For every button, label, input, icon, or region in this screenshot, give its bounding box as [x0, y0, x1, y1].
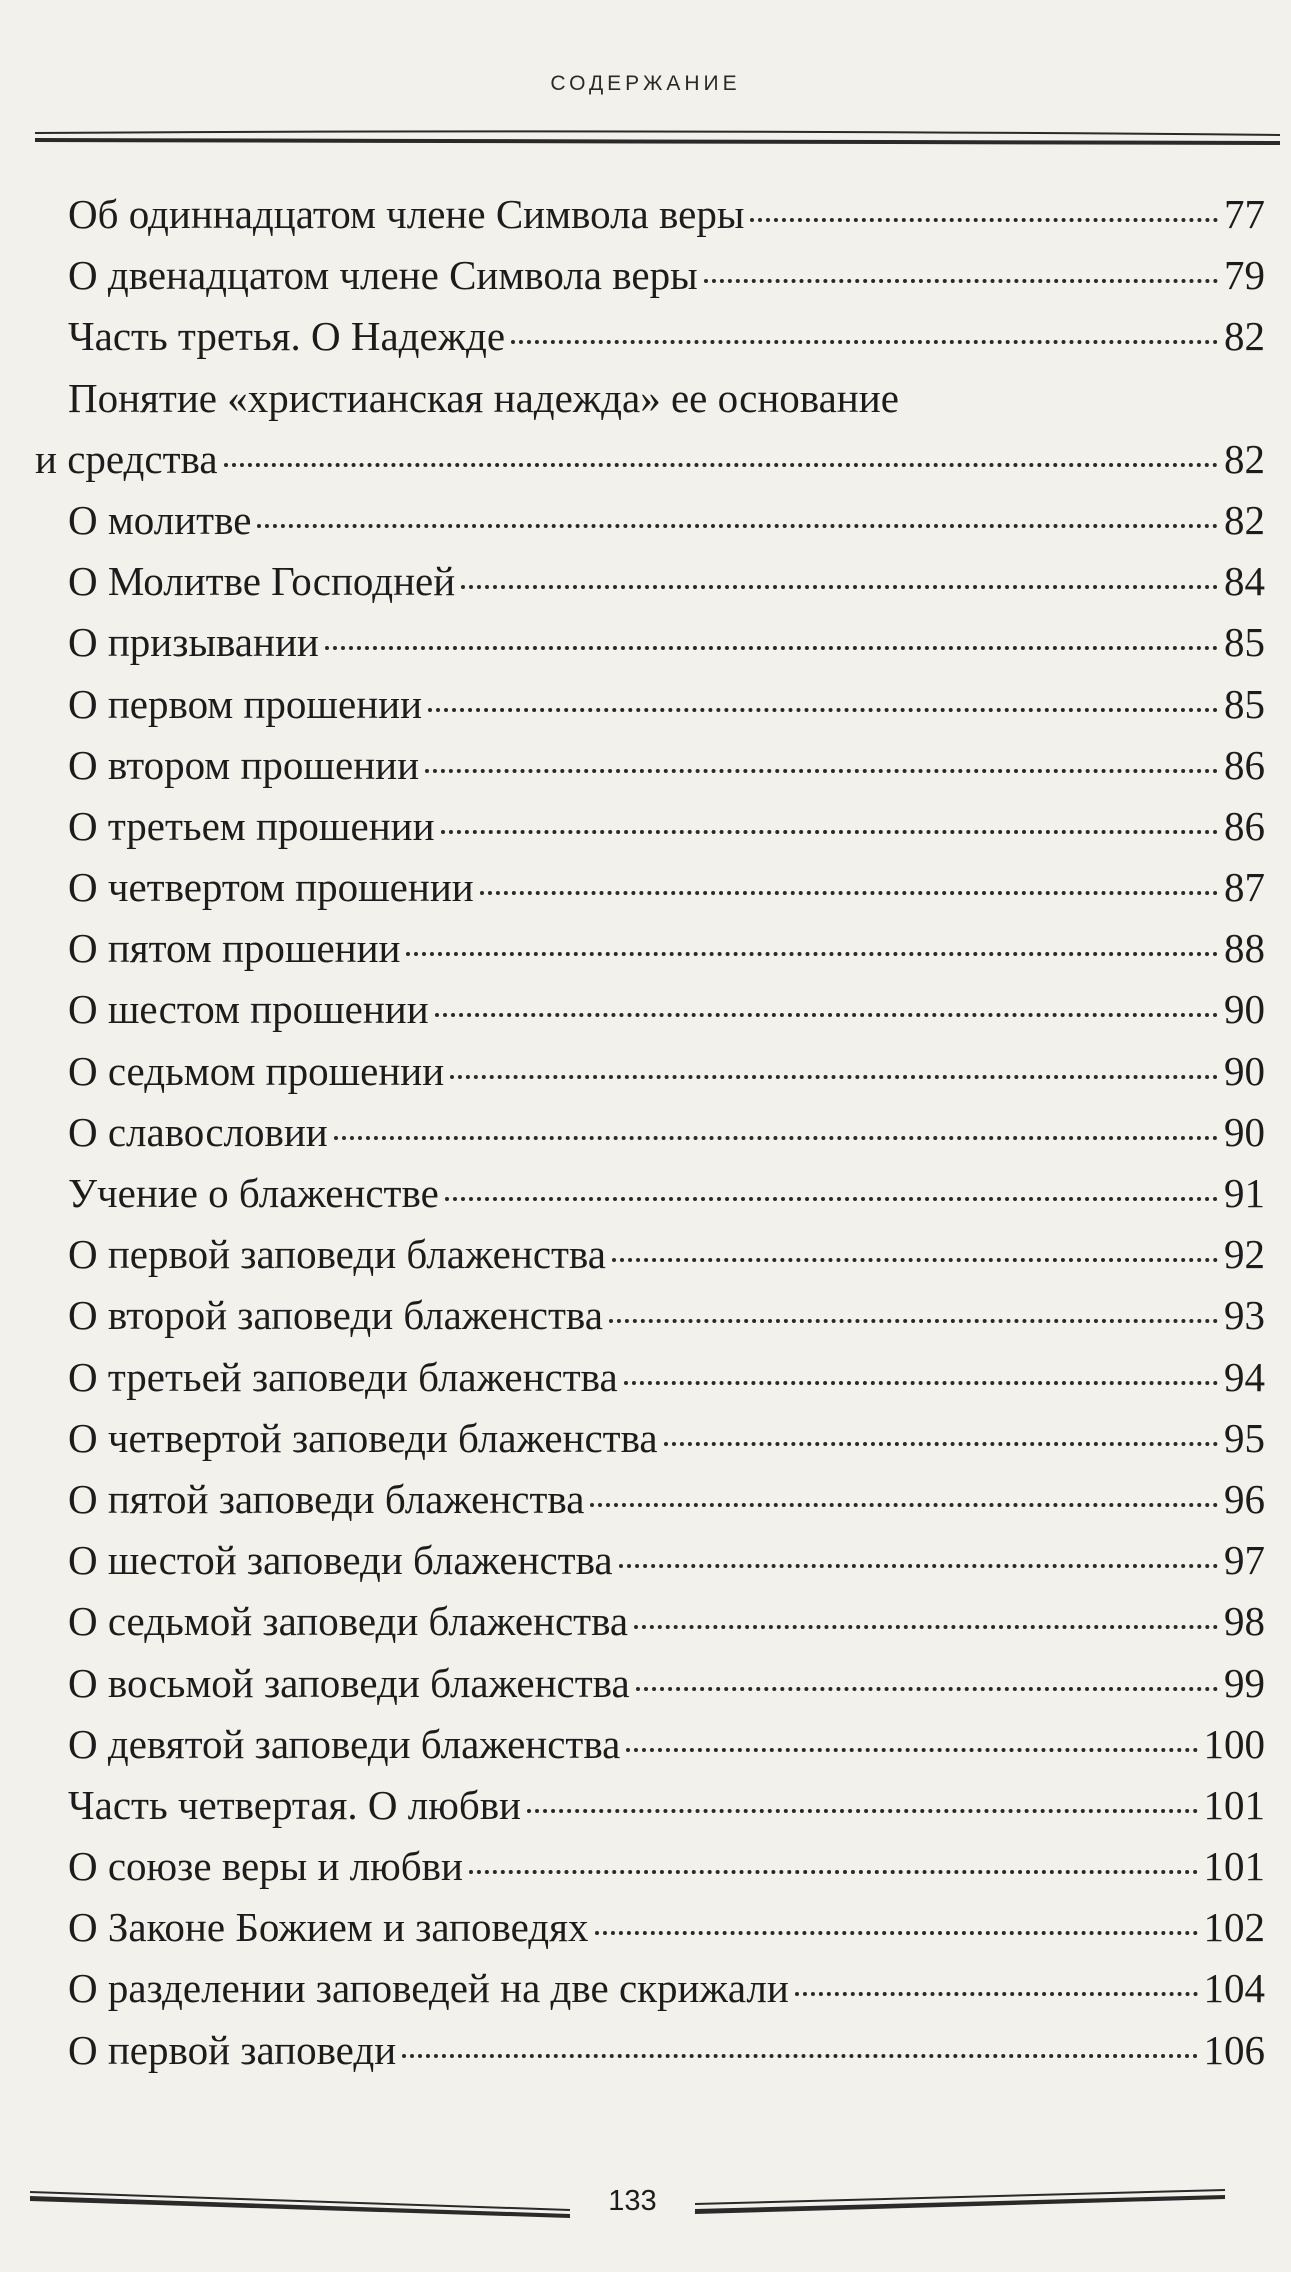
toc-entry-title: Часть четвертая. О любви [68, 1781, 522, 1828]
toc-entry-title-continued: и средства [35, 435, 218, 482]
toc-entry [35, 674, 1265, 735]
toc-page-number: 84 [1224, 558, 1265, 605]
dot-leader [435, 1013, 1218, 1017]
toc-entry-title: О пятой заповеди блаженства [68, 1475, 585, 1522]
toc-entry [35, 1469, 1265, 1530]
dot-leader [469, 1870, 1198, 1874]
toc-entry-title: О пятом прошении [68, 925, 401, 972]
toc-page-number: 98 [1224, 1598, 1265, 1645]
toc-page-number: 86 [1224, 741, 1265, 788]
dot-leader [480, 891, 1218, 895]
toc-entry [35, 612, 1265, 673]
toc-page-number: 88 [1224, 925, 1265, 972]
toc-page-number: 104 [1203, 1965, 1265, 2012]
toc-page-number: 95 [1224, 1414, 1265, 1461]
toc-entry [35, 490, 1265, 551]
toc-entry [35, 1591, 1265, 1652]
toc-entry-title: О шестой заповеди блаженства [68, 1537, 613, 1584]
toc-page-number: 100 [1203, 1720, 1265, 1767]
dot-leader [750, 218, 1218, 222]
dot-leader [624, 1381, 1218, 1385]
toc-page-number: 82 [1224, 313, 1265, 360]
toc-page-number: 101 [1203, 1781, 1265, 1828]
toc-page-number: 79 [1224, 252, 1265, 299]
toc-page-number: 99 [1224, 1659, 1265, 1706]
dot-leader [704, 279, 1218, 283]
toc-entry [35, 245, 1265, 306]
top-double-rule [35, 130, 1280, 146]
toc-entry [35, 1408, 1265, 1469]
toc-entry [35, 1653, 1265, 1714]
dot-leader [590, 1503, 1218, 1507]
toc-entry-title: О четвертой заповеди блаженства [68, 1414, 658, 1461]
dot-leader [626, 1748, 1197, 1752]
toc-entry [35, 1347, 1265, 1408]
toc-page-number: 106 [1203, 2026, 1265, 2073]
toc-entry-title: О славословии [68, 1108, 328, 1155]
toc-entry-title: Об одиннадцатом члене Символа веры [68, 191, 745, 237]
toc-entry-title: О третьей заповеди блаженства [68, 1353, 618, 1400]
toc-entry-title: О восьмой заповеди блаженства [68, 1659, 630, 1706]
toc-entry-title: О второй заповеди блаженства [68, 1292, 603, 1339]
toc-entry [35, 1836, 1265, 1897]
dot-leader [619, 1564, 1218, 1568]
toc-entry-title: О девятой заповеди блаженства [68, 1720, 621, 1767]
toc-entry-title: О первой заповеди блаженства [68, 1231, 606, 1278]
toc-page-number: 91 [1224, 1170, 1265, 1216]
toc-page-number: 96 [1224, 1475, 1265, 1522]
table-of-contents [35, 184, 1265, 2081]
dot-leader [425, 769, 1218, 773]
toc-page-number: 97 [1224, 1537, 1265, 1584]
toc-page-number: 86 [1224, 802, 1265, 849]
toc-entry-title: О молитве [68, 496, 252, 543]
toc-page-number: 85 [1224, 619, 1265, 666]
toc-page-number: 77 [1224, 191, 1265, 237]
toc-page-number: 102 [1203, 1904, 1265, 1951]
toc-entry [35, 1958, 1265, 2019]
toc-entry-title: О первом прошении [68, 680, 423, 727]
dot-leader [334, 1136, 1218, 1140]
toc-entry-title: О седьмом прошении [68, 1047, 445, 1094]
bottom-rule-right [695, 2188, 1225, 2218]
toc-page-number: 92 [1224, 1231, 1265, 1278]
toc-entry-title: Часть третья. О Надежде [68, 313, 506, 360]
page-number: 133 [608, 2185, 657, 2217]
dot-leader [634, 1625, 1218, 1629]
toc-entry [35, 918, 1265, 979]
toc-entry [35, 306, 1265, 367]
toc-entry-title: О призывании [68, 619, 319, 666]
toc-entry-title: Понятие «христианская надежда» ее основание [68, 374, 899, 421]
dot-leader [406, 952, 1218, 956]
toc-entry-title: О шестом прошении [68, 986, 429, 1033]
toc-entry-title: Учение о блаженстве [68, 1170, 439, 1216]
toc-entry [35, 551, 1265, 612]
dot-leader [595, 1931, 1198, 1935]
dot-leader [664, 1442, 1218, 1446]
dot-leader [257, 524, 1218, 528]
dot-leader [428, 708, 1218, 712]
toc-entry [35, 2020, 1265, 2081]
toc-entry [35, 1530, 1265, 1591]
bottom-rule-left [30, 2188, 570, 2218]
toc-entry [35, 796, 1265, 857]
toc-page-number: 82 [1224, 496, 1265, 543]
toc-entry-title: О втором прошении [68, 741, 420, 788]
toc-entry [35, 1775, 1265, 1836]
running-head: СОДЕРЖАНИЕ [550, 72, 741, 95]
toc-page-number: 82 [1224, 435, 1265, 482]
toc-entry-title: О двенадцатом члене Символа веры [68, 252, 698, 299]
dot-leader [527, 1809, 1197, 1813]
dot-leader [325, 646, 1218, 650]
toc-entry [35, 1041, 1265, 1102]
toc-page-number: 101 [1203, 1843, 1265, 1890]
dot-leader [441, 830, 1218, 834]
toc-page-number: 93 [1224, 1292, 1265, 1339]
dot-leader [609, 1319, 1218, 1323]
toc-page-number: 90 [1224, 1108, 1265, 1155]
toc-entry-title: О Молитве Господней [68, 558, 456, 605]
toc-page-number: 90 [1224, 986, 1265, 1033]
dot-leader [636, 1687, 1218, 1691]
toc-entry [35, 429, 1265, 490]
toc-page-number: 94 [1224, 1353, 1265, 1400]
toc-entry-title: О четвертом прошении [68, 864, 474, 911]
toc-entry-title: О разделении заповедей на две скрижали [68, 1965, 789, 2012]
toc-entry [35, 1224, 1265, 1285]
dot-leader [450, 1075, 1218, 1079]
toc-entry [35, 1285, 1265, 1346]
dot-leader [402, 2054, 1197, 2058]
toc-page-number: 85 [1224, 680, 1265, 727]
toc-entry [35, 1714, 1265, 1775]
toc-entry-title: О третьем прошении [68, 802, 435, 849]
toc-page-number: 87 [1224, 864, 1265, 911]
toc-entry [35, 1897, 1265, 1958]
dot-leader [612, 1258, 1218, 1262]
dot-leader [461, 585, 1218, 589]
toc-entry [35, 857, 1265, 918]
toc-entry-title: О первой заповеди [68, 2026, 397, 2073]
toc-entry [35, 735, 1265, 796]
dot-leader [795, 1992, 1198, 1996]
dot-leader [224, 463, 1218, 467]
toc-entry [35, 1102, 1265, 1163]
toc-entry-title: О союзе веры и любви [68, 1843, 463, 1890]
toc-entry [35, 1163, 1265, 1224]
dot-leader [511, 340, 1218, 344]
dot-leader [445, 1197, 1218, 1201]
toc-entry-title: О седьмой заповеди блаженства [68, 1598, 629, 1645]
toc-entry [35, 184, 1265, 245]
toc-entry-title: О Законе Божием и заповедях [68, 1904, 589, 1951]
toc-entry [35, 979, 1265, 1040]
toc-entry-first-line [35, 368, 1265, 429]
toc-page-number: 90 [1224, 1047, 1265, 1094]
